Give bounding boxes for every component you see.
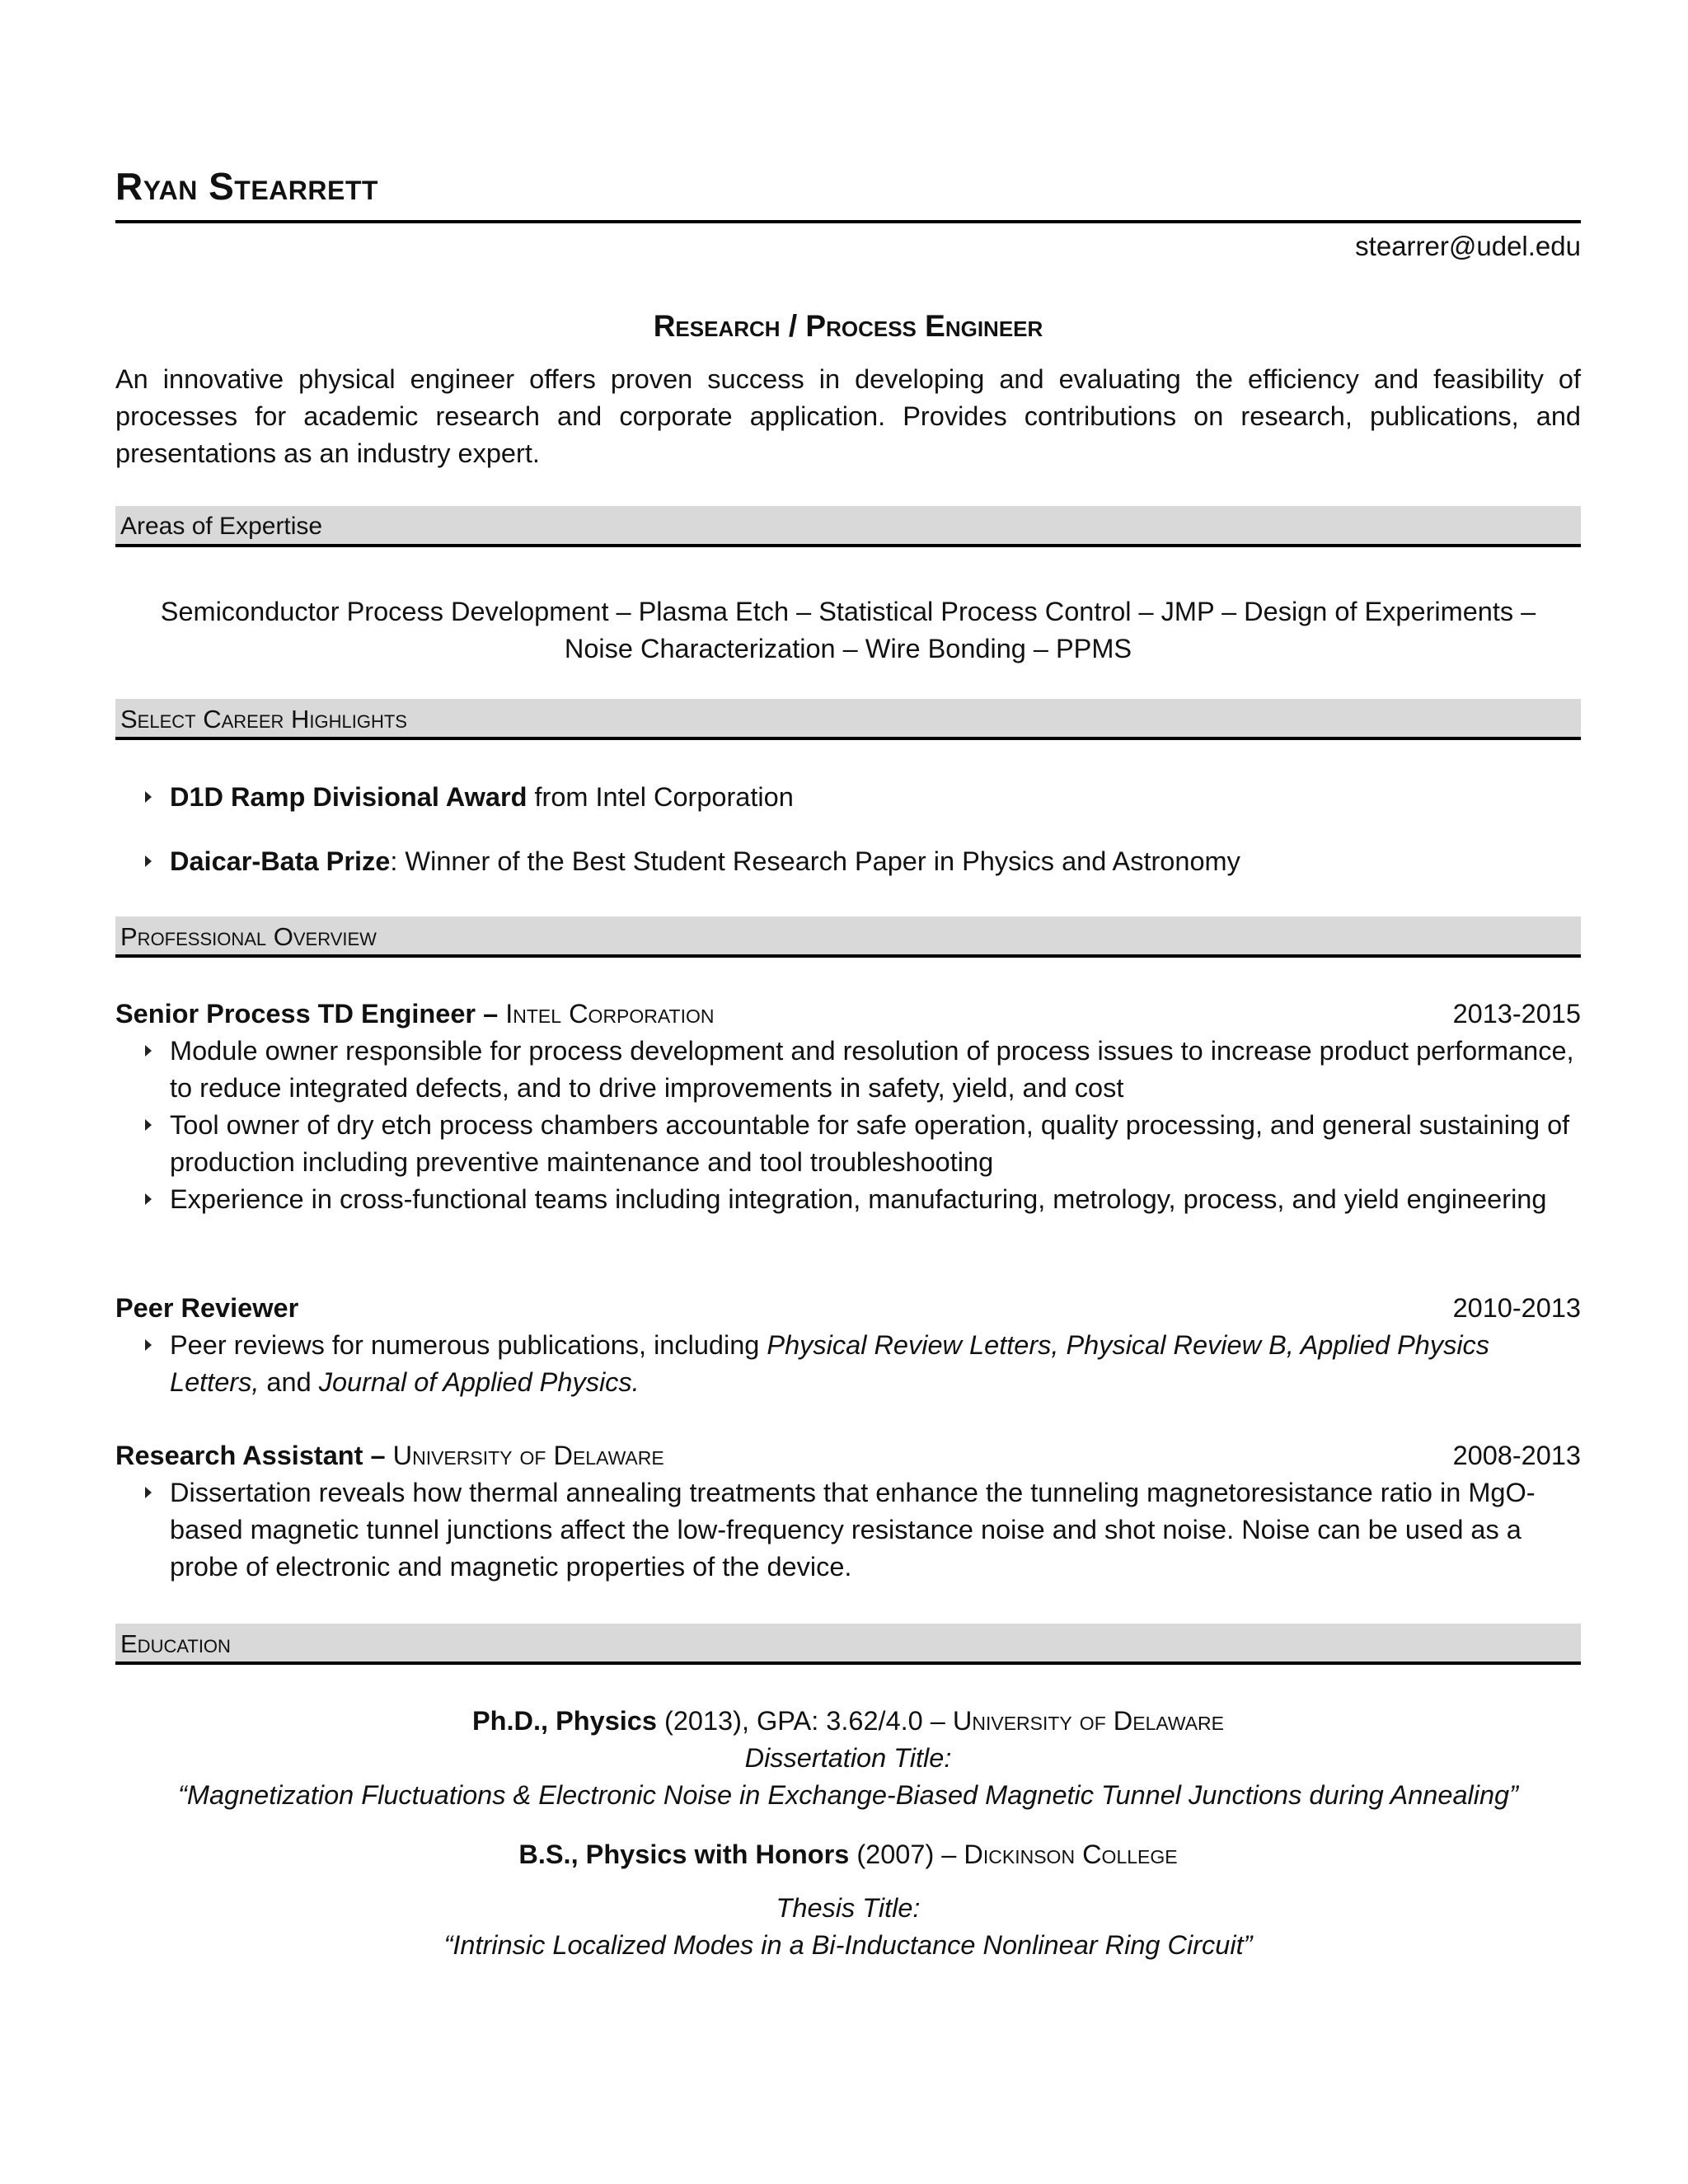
thesis-label: Thesis Title: [776, 1893, 921, 1923]
bullet-triangle-icon [145, 1045, 152, 1057]
job-bullets [115, 1327, 1581, 1401]
expertise-line: Noise Characterization – Wire Bonding – PPMS [564, 634, 1132, 663]
job-heading [115, 996, 1581, 1033]
section-header-experience [115, 916, 1581, 958]
job-title: Senior Process TD Engineer – [115, 999, 499, 1029]
expertise-line: Semiconductor Process Development – Plasma Etch – Statistical Process Control – JMP – Design of Experiments – [160, 597, 1536, 626]
job-bullet [115, 1327, 1581, 1401]
highlight-text: : Winner of the Best Student Research Paper in Physics and Astronomy [390, 846, 1240, 876]
headline-title: Research / Process Engineer [653, 309, 1043, 343]
highlight-item [115, 843, 1581, 880]
job-heading [115, 1290, 1581, 1327]
bullet-text: and [259, 1367, 319, 1397]
section-header-expertise [115, 506, 1581, 547]
bullet-text: Dissertation reveals how thermal annealing treatments that enhance the tunneling magnetoresistance ratio in MgO-based magnetic tunnel junctions affect the low-frequency resistance noise and shot noise. Noise can be used as a probe of electronic and magnetic properties of the device. [170, 1478, 1536, 1582]
highlights-list [115, 779, 1581, 907]
expertise-list [115, 593, 1581, 668]
highlight-text: from Intel Corporation [527, 782, 794, 812]
publication-names: Physical Review Letters, Physical Review B, Applied Physics Letters, [170, 1330, 1490, 1397]
section-header-highlights [115, 699, 1581, 740]
bullet-triangle-icon [145, 1193, 152, 1205]
section-title: Education [120, 1629, 231, 1658]
job-organization: Intel Corporation [505, 999, 715, 1029]
bullet-triangle-icon [145, 855, 152, 867]
bullet-text: Peer reviews for numerous publications, including [170, 1330, 767, 1360]
job-heading [115, 1437, 1581, 1474]
degree-line [115, 1703, 1581, 1740]
job-bullet [115, 1107, 1581, 1181]
highlight-award: Daicar-Bata Prize [170, 846, 391, 876]
job-title: Research Assistant – [115, 1441, 386, 1470]
highlight-item [115, 779, 1581, 816]
bullet-triangle-icon [145, 1339, 152, 1351]
publication-name: Journal of Applied Physics. [318, 1367, 640, 1397]
job-dates: 2013-2015 [1452, 999, 1581, 1029]
bullet-text: Tool owner of dry etch process chambers accountable for safe operation, quality processing, and general sustaining of production including preventive maintenance and tool troubleshooting [170, 1110, 1570, 1177]
degree-line [115, 1836, 1581, 1873]
section-title: Professional Overview [120, 922, 377, 951]
bullet-text: Experience in cross-functional teams including integration, manufacturing, metrology, process, and yield engineering [170, 1184, 1547, 1214]
job-bullet [115, 1033, 1581, 1107]
summary-paragraph: An innovative physical engineer offers proven success in developing and evaluating the efficiency and feasibility of processes for academic research and corporate application. Provides contributions on research, publications, and presentations as an industry expert. [115, 364, 1581, 468]
thesis-label: Dissertation Title: [744, 1743, 952, 1773]
bullet-text: Module owner responsible for process development and resolution of process issues to increase product performance, to reduce integrated defects, and to drive improvements in safety, yield, and cost [170, 1036, 1574, 1103]
job-bullets [115, 1033, 1581, 1218]
thesis-title: “Magnetization Fluctuations & Electronic Noise in Exchange-Biased Magnetic Tunnel Junctions during Annealing” [178, 1780, 1518, 1810]
section-title: Areas of Expertise [120, 513, 323, 540]
thesis-title: “Intrinsic Localized Modes in a Bi-Inductance Nonlinear Ring Circuit” [443, 1930, 1253, 1960]
job-title: Peer Reviewer [115, 1293, 299, 1323]
bullet-triangle-icon [145, 1487, 152, 1498]
degree-name: B.S., Physics with Honors [518, 1840, 850, 1869]
job-bullets [115, 1474, 1581, 1586]
candidate-name: Ryan Stearrett [115, 165, 378, 208]
bullet-triangle-icon [145, 1119, 152, 1131]
section-header-education [115, 1624, 1581, 1665]
school-name: Dickinson College [964, 1840, 1178, 1869]
degree-detail: (2013), GPA: 3.62/4.0 – [656, 1706, 953, 1736]
bullet-triangle-icon [145, 791, 152, 803]
highlight-award: D1D Ramp Divisional Award [170, 782, 528, 812]
section-title: Select Career Highlights [120, 705, 407, 733]
job-organization: University of Delaware [392, 1441, 664, 1470]
email-address: stearrer@udel.edu [1355, 231, 1581, 261]
name-divider [115, 220, 1581, 223]
degree-name: Ph.D., Physics [471, 1706, 657, 1736]
job-bullet [115, 1181, 1581, 1218]
school-name: University of Delaware [952, 1706, 1225, 1736]
degree-detail: (2007) – [849, 1840, 964, 1869]
job-bullet [115, 1474, 1581, 1586]
job-dates: 2008-2013 [1452, 1441, 1581, 1470]
job-dates: 2010-2013 [1452, 1293, 1581, 1323]
